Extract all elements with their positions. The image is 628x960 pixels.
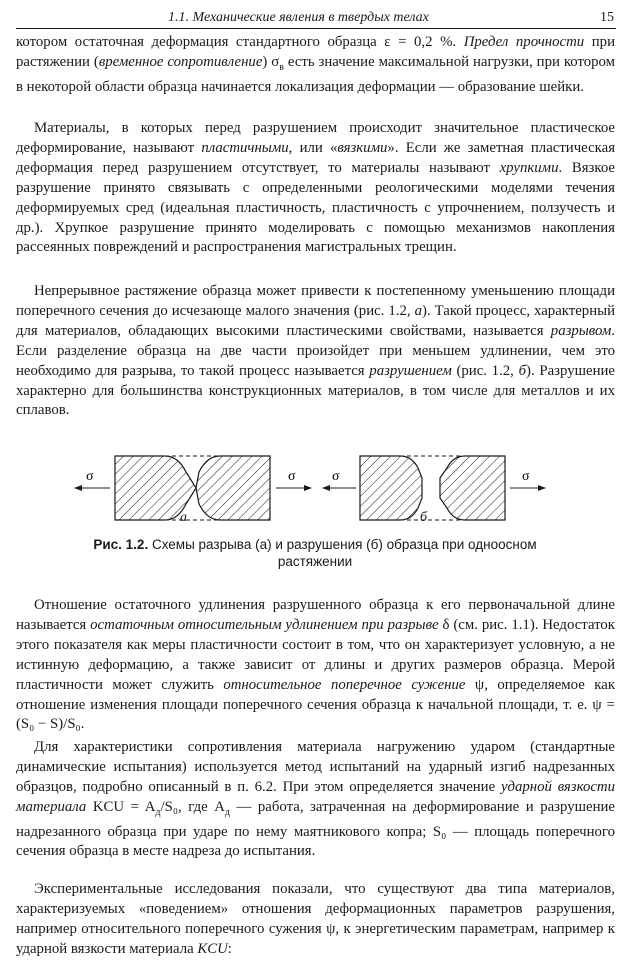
paragraph-3: Непрерывное растяжение образца может привести к постепенному уменьшению площади поперечного сечения до исчезающе малого значения (рис. 1.2, а). Такой процесс, характерный для материалов, обладающих высокими пластическими свойствами, называется разрывом. Если разделение образца на две части произойдет при меньшем удлинении, чем это необходимо для разрыва, то такой процесс называется разрушением (рис. 1.2, б). Разрушение характерно для большинства конструкционных материалов, в том числе для металлов и их сплавов. <box>16 283 615 419</box>
paragraph-1: котором остаточная деформация стандартного образца ε = 0,2 %. Предел прочности при растяжении (временное сопротивление) $\sigma_в$ есть значение максимальной нагрузки, при котором в некоторой области образца начинается локализация деформации — образование шейки. <box>16 34 616 95</box>
paragraph-5: Для характеристики сопротивления материала нагружению ударом (стандартные динамические испытания) используется метод испытаний на ударный изгиб надрезанных образцов, подробно описанный в п. 6.2. При этом определяется значение ударной вязкости материала KCU = $A_д/S_0$, где $A_д$ — работа, затраченная на деформирование и разрушение надрезанного образца при ударе по нему маятникового копра; S₀ — площадь поперечного сечения образца в месте надреза до испытания. <box>16 739 615 860</box>
sigma-right-b: σ <box>522 469 530 484</box>
sigma-left-b: σ <box>332 469 340 484</box>
paragraph-2: Материалы, в которых перед разрушением происходит значительное пластическое деформирование, называют пластичными, или «вязкими». Если же заметная пластическая деформация перед разрушением отсутствует, то материалы называют хрупкими. Вязкое разрушение принято связывать с определенными реологическими моделями течения деформируемых сред (идеальная пластичность, пластичность с упрочнением, ползучесть и др.). Хрупкое разрушение принято моделировать с помощью механизмов накопления рассеянных повреждений и распространения магистральных трещин. <box>16 120 615 256</box>
running-header <box>16 6 616 29</box>
paragraph-6: Экспериментальные исследования показали, что существуют два типа материалов, характеризуемых «поведением» отношения деформационных параметров разрушения, например относительного поперечного сужения ψ, к энергетическим параметрам, например к ударной вязкости материала KCU: <box>16 881 615 957</box>
figure-a-specimen <box>115 456 270 520</box>
figure-label-b: б <box>420 510 428 525</box>
figure-caption: Рис. 1.2. Схемы разрыва (а) и разрушения (б) образца при одноосном растяжении <box>93 537 537 569</box>
sigma-right-a: σ <box>288 469 296 484</box>
figure-b-arrows <box>322 485 546 491</box>
figure-label-a: а <box>180 510 187 525</box>
sigma-left-a: σ <box>86 469 94 484</box>
figure-1-2 <box>60 440 580 530</box>
section-title: 1.1. Механические явления в твердых телах <box>168 10 429 25</box>
paragraph-4: Отношение остаточного удлинения разрушенного образца к его первоначальной длине называется остаточным относительным удлинением при разрыве δ (см. рис. 1.1). Недостаток этого показателя как меры пластичности состоит в том, что он характеризует условную, а не истинную деформацию, а также зависит от длины и других размеров образца. Мерой пластичности может служить относительное поперечное сужение ψ, определяемое как отношение изменения площади поперечного сечения образца к начальной площади, т. е. ψ = (S₀ − S)/S₀. <box>16 597 616 733</box>
page-number: 15 <box>600 10 614 25</box>
figure-b-specimen <box>360 456 505 520</box>
